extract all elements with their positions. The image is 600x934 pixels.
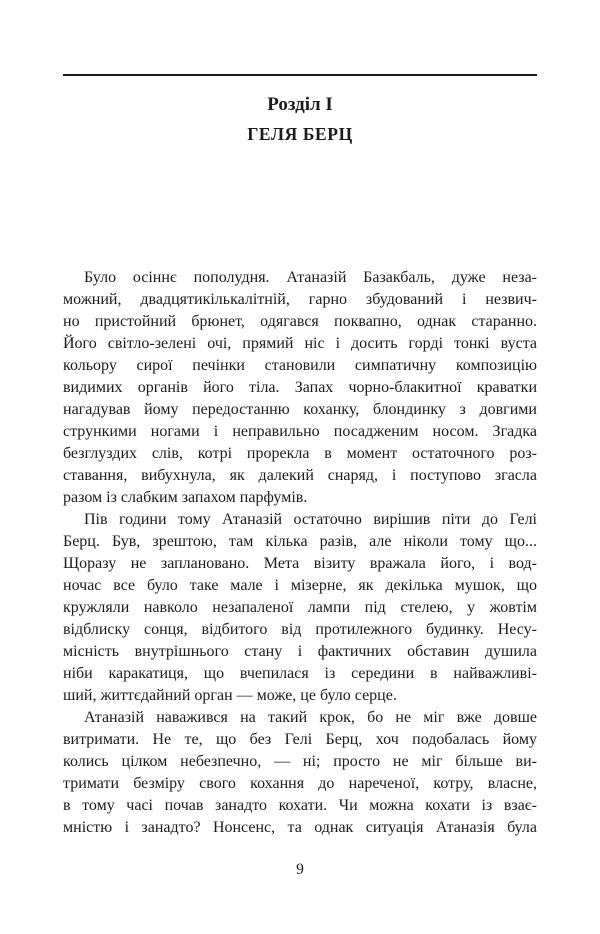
text-line: Щоразу не заплановано. Мета візиту вражала його, і вод- <box>63 555 537 572</box>
text-line: стрункими ногами і неправильно посадженим носом. Згадка <box>63 423 537 440</box>
text-line: в тому часі почав занадто кохати. Чи можна кохати із взає- <box>63 797 537 814</box>
paragraph-2 <box>63 509 537 707</box>
text-line: ніби каракатиця, що вчепилася із середини в найважливі- <box>63 665 537 682</box>
text-line: витримати. Не те, що без Гелі Берц, хоч подобалась йому <box>63 731 537 748</box>
text-line: нагадував йому передостанню коханку, блондинку з довгими <box>63 401 537 418</box>
header-rule <box>63 74 537 76</box>
text-line: кольору сирої печінки становили симпатичну композицію <box>63 357 537 374</box>
text-line: Було осіннє пополудня. Атаназій Базакбаль, дуже неза- <box>84 269 537 286</box>
text-line: можний, двадцятикількалітній, гарно збудований і незвич- <box>63 291 537 308</box>
text-line: кружляли навколо незапаленої лампи під стелею, у жовтім <box>63 599 537 616</box>
text-line: Берц. Був, зрештою, там кілька разів, але ніколи тому що... <box>63 533 537 550</box>
chapter-title: ГЕЛЯ БЕРЦ <box>247 124 353 144</box>
text-line: Його світло-зелені очі, прямий ніс і досить горді тонкі вуста <box>63 335 537 352</box>
text-line: мністю і занадто? Нонсенс, та однак ситуація Атаназія була <box>63 819 537 836</box>
chapter-heading-block <box>63 93 537 146</box>
text-line: місність внутрішнього стану і фактичних обставин душила <box>63 643 537 660</box>
chapter-number: Розділ I <box>267 94 333 115</box>
paragraph-1 <box>63 267 537 509</box>
body-text <box>63 267 537 839</box>
text-line: ставання, вибухнула, як далекий снаряд, і поступово згасла <box>63 467 537 484</box>
text-line: тримати безміру свого кохання до нареченої, котру, власне, <box>63 775 537 792</box>
text-line: Пів години тому Атаназій остаточно вирішив піти до Гелі <box>84 511 537 528</box>
text-line: Атаназій наважився на такий крок, бо не міг вже довше <box>84 709 537 726</box>
text-line: но пристойний брюнет, одягався поквапно, однак старанно. <box>63 313 537 330</box>
text-line: разом із слабким запахом парфумів. <box>63 489 308 506</box>
paragraph-3 <box>63 707 537 839</box>
text-line: безглуздих слів, котрі прорекла в момент остаточного роз- <box>63 445 537 462</box>
text-line: видимих органів його тіла. Запах чорно-блакитної краватки <box>63 379 537 396</box>
text-line: ночас все було таке мале і мізерне, як декілька мушок, що <box>63 577 537 594</box>
page-number: 9 <box>296 861 304 878</box>
text-line: відблиску сонця, відбитого від протилежного будинку. Несу- <box>63 621 537 638</box>
text-line: колись цілком небезпечно, — ні; просто не міг більше ви- <box>63 753 537 770</box>
text-line: ший, життєдайний орган — може, це було серце. <box>63 687 397 704</box>
